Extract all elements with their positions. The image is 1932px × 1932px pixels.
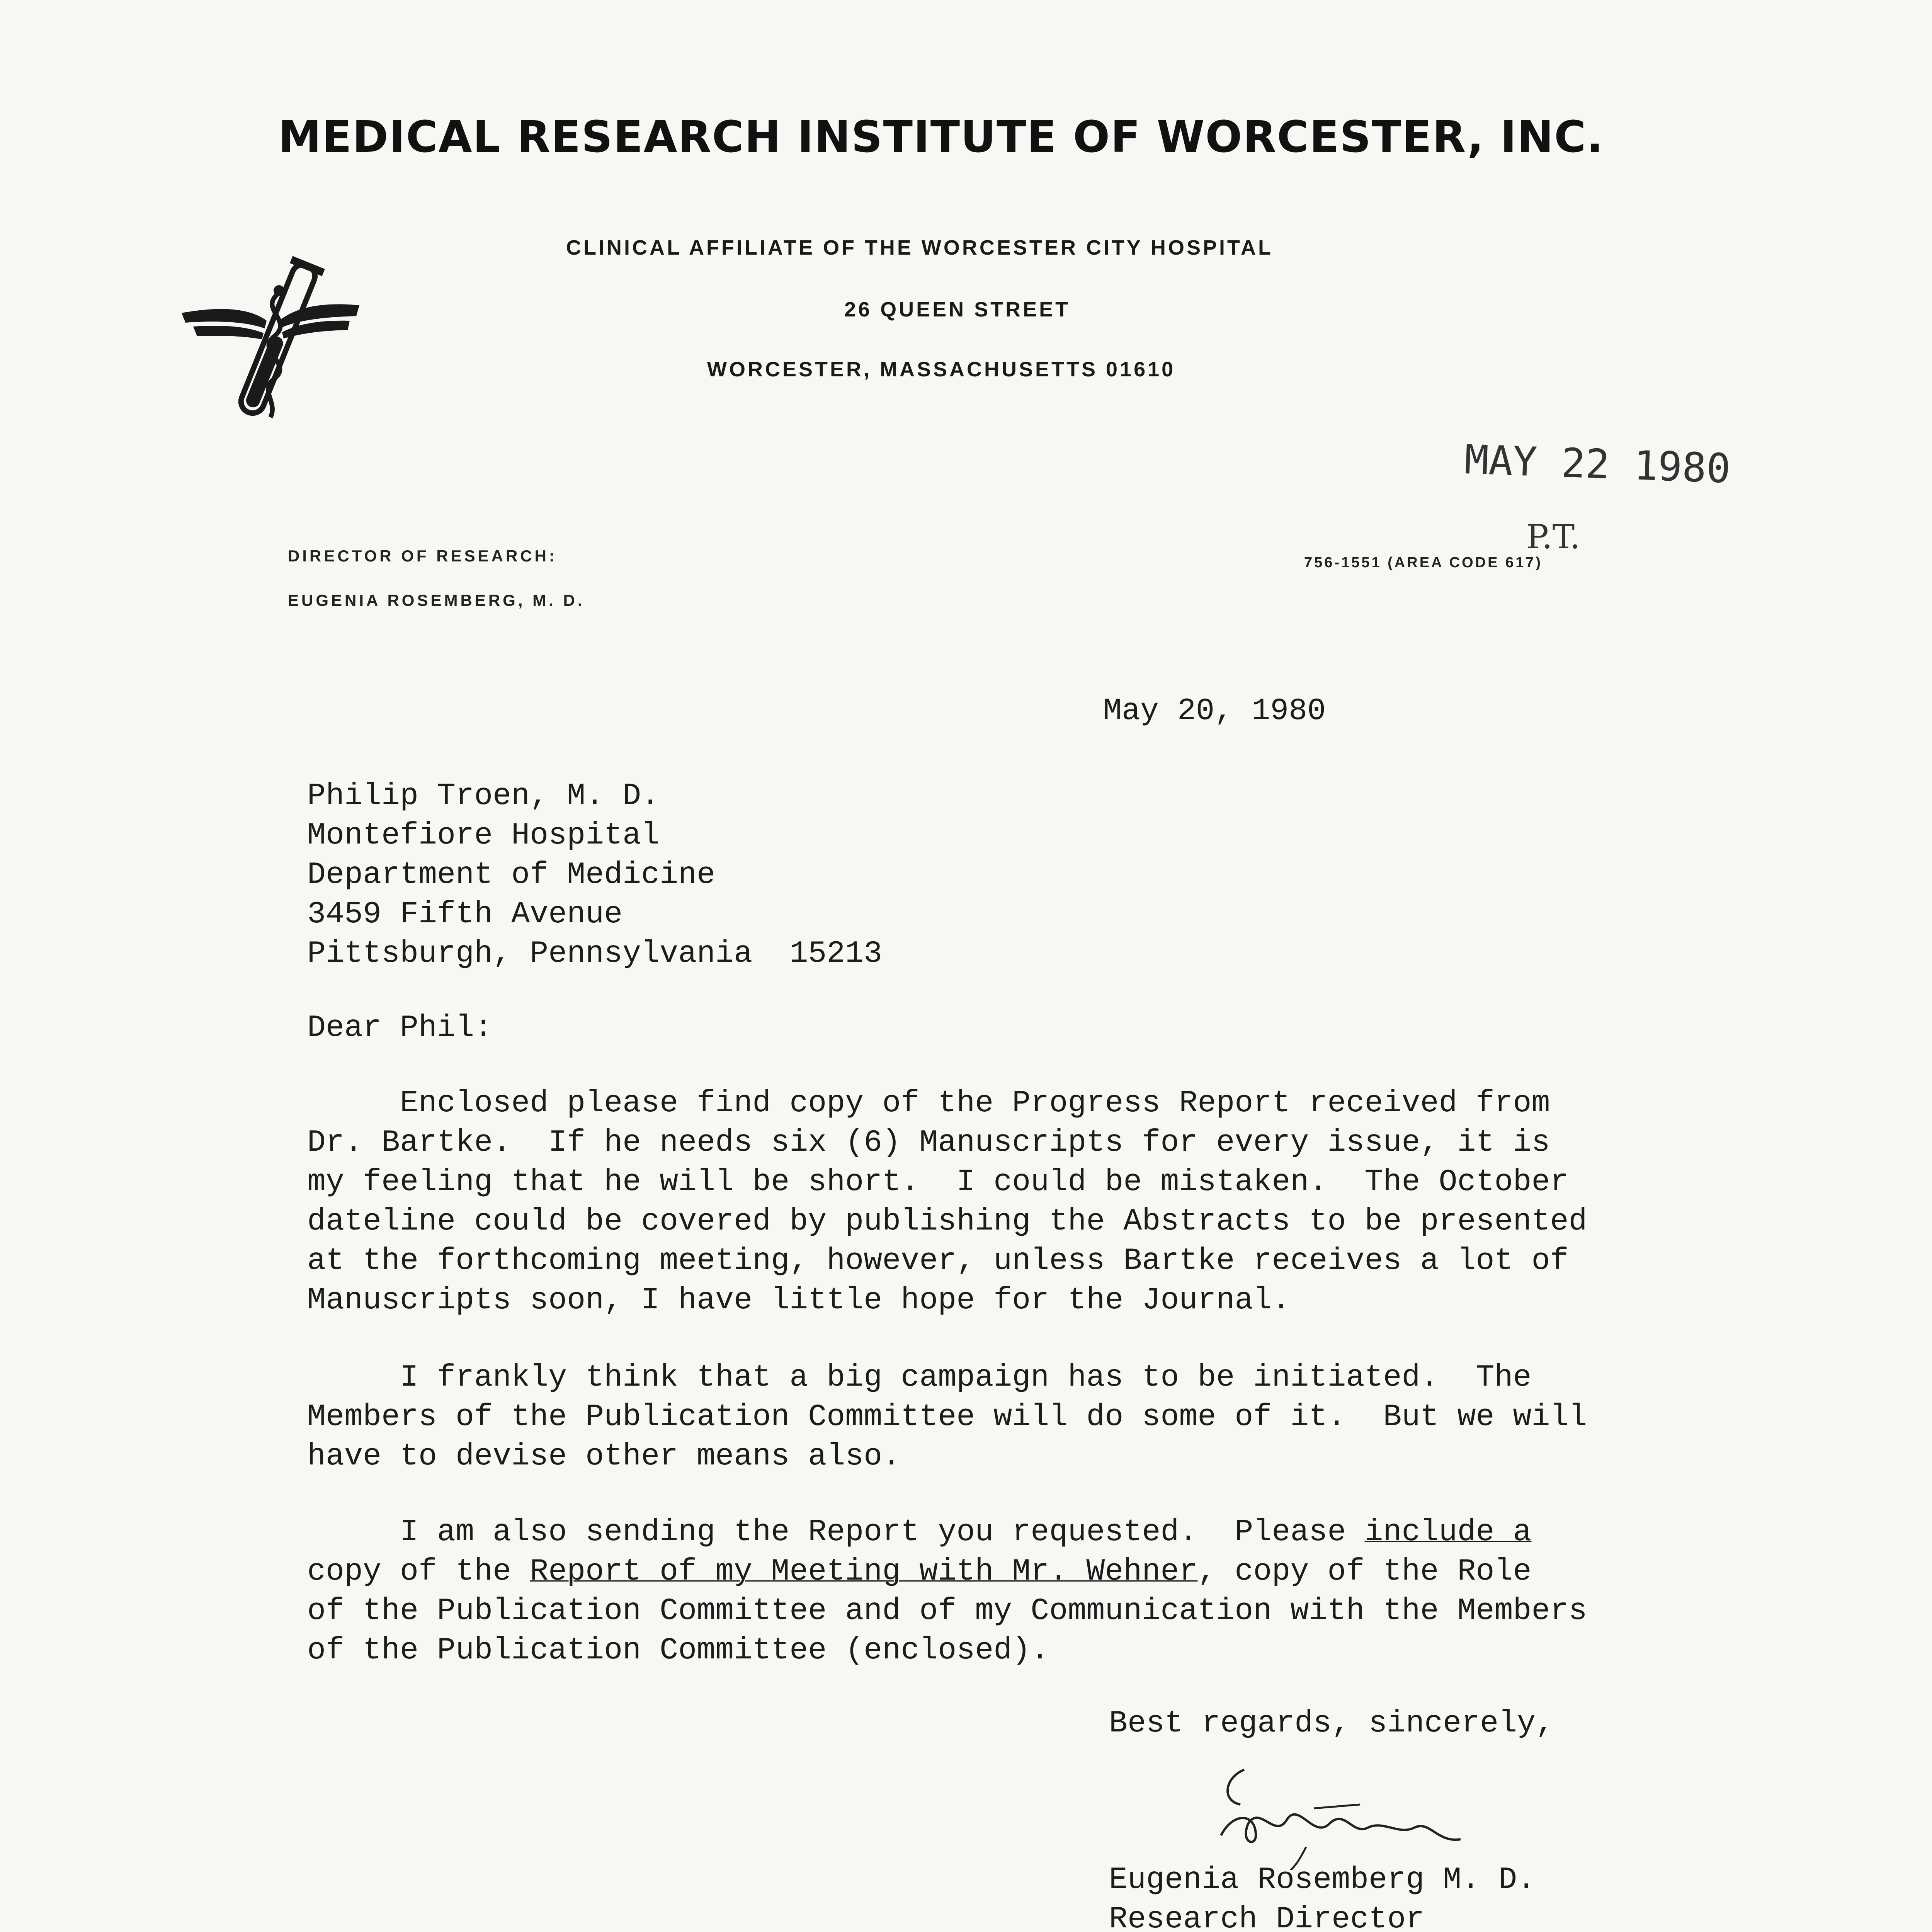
handwritten-signature [1198,1747,1515,1870]
salutation: Dear Phil: [307,1010,493,1046]
paragraph-3-line: of the Publication Committee and of my Communication with the Members [307,1594,1587,1629]
handwritten-initials: P.T. [1526,518,1580,556]
paragraph-1-line: Manuscripts soon, I have little hope for the Journal. [307,1283,1291,1318]
signer-title: Research Director [1109,1902,1425,1932]
letter-date: May 20, 1980 [1103,694,1326,729]
recipient-line: Pittsburgh, Pennsylvania 15213 [307,936,883,971]
phone-number: 756-1551 (AREA CODE 617) [1304,554,1543,571]
paragraph-2-line: I frankly think that a big campaign has to be initiated. The [307,1360,1532,1395]
paragraph-1-line: Dr. Bartke. If he needs six (6) Manuscripts for every issue, it is [307,1125,1550,1160]
recipient-name: Philip Troen, M. D. [307,779,660,814]
signer-name: Eugenia Rosemberg M. D. [1109,1862,1536,1898]
paragraph-3-line: of the Publication Committee (enclosed). [307,1633,1049,1668]
affiliation-line: CLINICAL AFFILIATE OF THE WORCESTER CITY HOSPITAL [566,236,1273,259]
received-date-stamp: MAY 22 1980 [1464,436,1731,492]
director-name: EUGENIA ROSEMBERG, M. D. [288,591,585,609]
street-line: 26 QUEEN STREET [844,298,1071,321]
paragraph-3-text: I am also sending the Report you requested. Please [307,1515,1365,1550]
recipient-line: 3459 Fifth Avenue [307,897,623,932]
closing: Best regards, sincerely, [1109,1706,1554,1741]
paragraph-2-line: have to devise other means also. [307,1439,901,1474]
paragraph-3-line [307,1513,1532,1552]
paragraph-1-line: at the forthcoming meeting, however, unless Bartke receives a lot of [307,1243,1569,1279]
underlined-text: include a [1364,1515,1532,1550]
institute-logo-icon [178,247,363,440]
paragraph-3-line [307,1552,1532,1592]
paragraph-1-line: Enclosed please find copy of the Progress Report received from [307,1086,1550,1121]
recipient-line: Department of Medicine [307,857,716,893]
paragraph-1-line: my feeling that he will be short. I could be mistaken. The October [307,1165,1569,1200]
director-label: DIRECTOR OF RESEARCH: [288,547,557,565]
recipient-line: Montefiore Hospital [307,818,660,853]
underlined-text: Report of my Meeting with Mr. Wehner [530,1554,1198,1589]
paragraph-3-text: copy of the [307,1554,530,1589]
paragraph-2-line: Members of the Publication Committee will do some of it. But we will [307,1400,1587,1435]
institution-name: MEDICAL RESEARCH INSTITUTE OF WORCESTER, INC. [278,112,1604,162]
paragraph-3-text: , copy of the Role [1197,1554,1532,1589]
paragraph-1-line: dateline could be covered by publishing the Abstracts to be presented [307,1204,1587,1239]
city-line: WORCESTER, MASSACHUSETTS 01610 [707,358,1176,381]
